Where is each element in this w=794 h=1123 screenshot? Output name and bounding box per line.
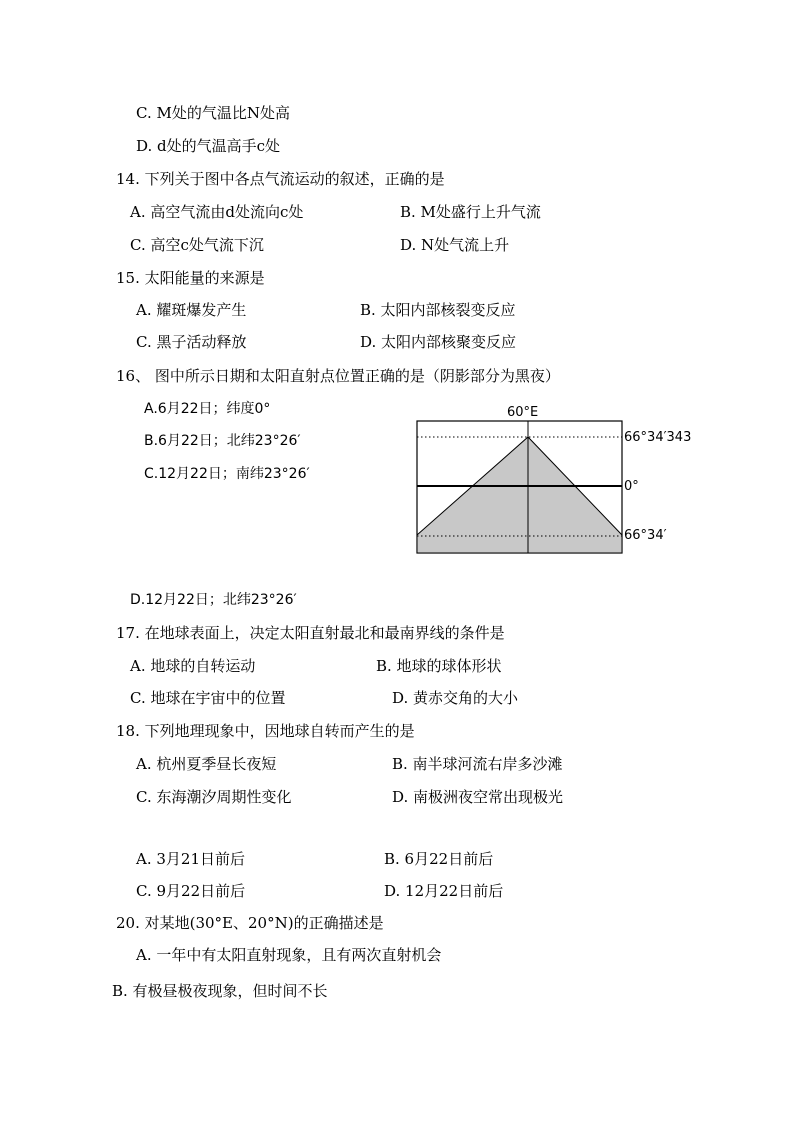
q19-option-d: D. 12月22日前后 — [384, 882, 504, 900]
q16-option-c: C.12月22日；南纬23°26′ — [144, 466, 310, 482]
q17-option-d: D. 黄赤交角的大小 — [392, 689, 519, 707]
q19-option-a: A. 3月21日前后 — [136, 850, 245, 868]
top-latitude-label: 66°34′343 — [624, 430, 692, 445]
q14-option-c: C. 高空c处气流下沉 — [130, 236, 264, 254]
q18-option-a: A. 杭州夏季昼长夜短 — [136, 755, 277, 773]
q13-option-c: C. M处的气温比N处高 — [136, 104, 290, 122]
q19-option-b: B. 6月22日前后 — [384, 850, 494, 868]
question-15: 15. 太阳能量的来源是 — [116, 269, 265, 287]
q18-option-c: C. 东海潮汐周期性变化 — [136, 788, 292, 806]
q19-option-c: C. 9月22日前后 — [136, 882, 246, 900]
question-20: 20. 对某地(30°E、20°N)的正确描述是 — [116, 914, 384, 932]
q13-option-d: D. d处的气温高手c处 — [136, 137, 281, 155]
q14-option-d: D. N处气流上升 — [400, 236, 510, 254]
q16-option-a: A.6月22日；纬度0° — [144, 401, 271, 417]
question-17: 17. 在地球表面上，决定太阳直射最北和最南界线的条件是 — [116, 624, 505, 642]
q15-option-d: D. 太阳内部核聚变反应 — [360, 333, 517, 351]
q20-option-b: B. 有极昼极夜现象，但时间不长 — [112, 982, 328, 1000]
q17-option-b: B. 地球的球体形状 — [376, 657, 502, 675]
equator-label: 0° — [624, 479, 639, 494]
question-18: 18. 下列地理现象中，因地球自转而产生的是 — [116, 722, 415, 740]
q16-option-d: D.12月22日；北纬23°26′ — [130, 592, 297, 608]
q15-option-a: A. 耀斑爆发产生 — [136, 301, 247, 319]
question-16: 16、 图中所示日期和太阳直射点位置正确的是（阴影部分为黑夜） — [116, 367, 560, 385]
bottom-latitude-label: 66°34′ — [624, 528, 667, 543]
q18-option-d: D. 南极洲夜空常出现极光 — [392, 788, 564, 806]
q14-option-b: B. M处盛行上升气流 — [400, 203, 541, 221]
meridian-label: 60°E — [507, 405, 539, 420]
q20-option-a: A. 一年中有太阳直射现象，且有两次直射机会 — [136, 946, 442, 964]
q18-option-b: B. 南半球河流右岸多沙滩 — [392, 755, 563, 773]
question-14: 14. 下列关于图中各点气流运动的叙述，正确的是 — [116, 170, 445, 188]
q14-option-a: A. 高空气流由d处流向c处 — [130, 203, 304, 221]
q17-option-c: C. 地球在宇宙中的位置 — [130, 689, 286, 707]
q15-option-b: B. 太阳内部核裂变反应 — [360, 301, 516, 319]
q15-option-c: C. 黑子活动释放 — [136, 333, 247, 351]
q16-option-b: B.6月22日；北纬23°26′ — [144, 433, 301, 449]
q17-option-a: A. 地球的自转运动 — [130, 657, 256, 675]
